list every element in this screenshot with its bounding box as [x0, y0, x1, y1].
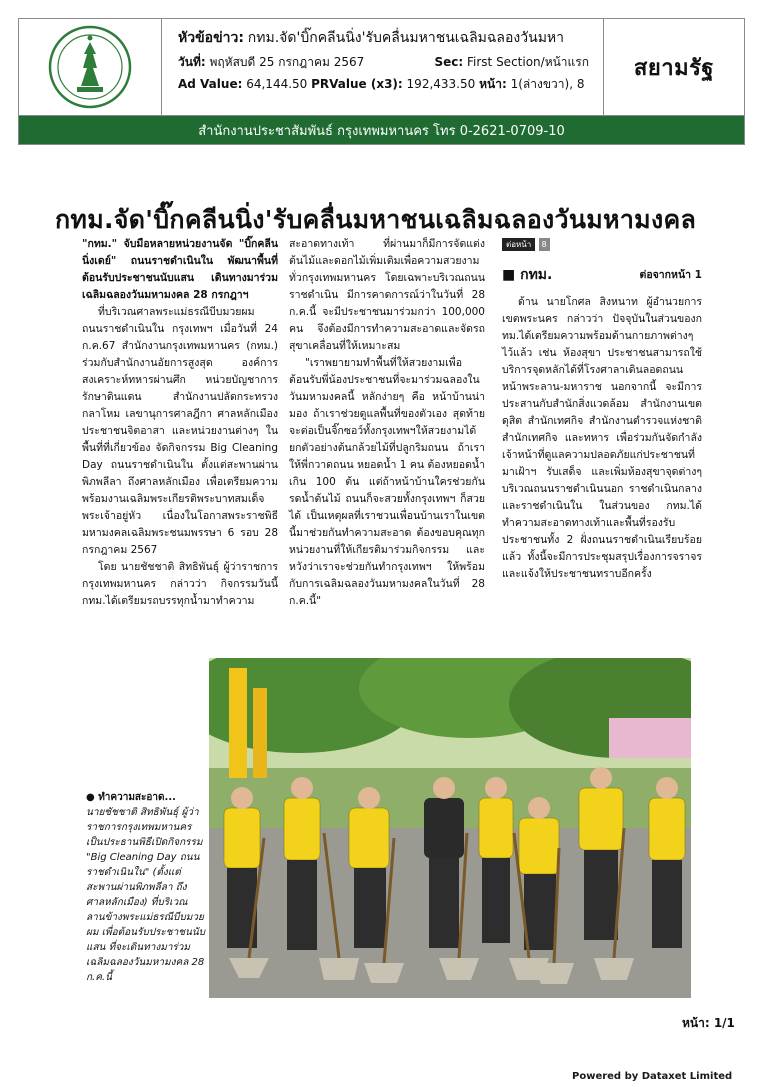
date-text: พฤหัสบดี 25 กรกฎาคม 2567 [209, 54, 365, 69]
advalue-text: 64,144.50 [246, 77, 308, 92]
article-title: กทม.จัด'บิ๊กคลีนนิ่ง'รับคลื่นมหาชนเฉลิมฉลองวันมหามงคล [55, 205, 697, 234]
page-number: หน้า: 1/1 [682, 1016, 735, 1030]
continued-from-label: ต่อจากหน้า 1 [639, 269, 702, 281]
article-paragraph: สะอาดทางเท้า ที่ผ่านมาก็มีการจัดแต่งต้นไม้และดอกไม้เพิ่มเติมเพื่อความสวยงามทั่วกรุงเทพมหานคร โดยเฉพาะบริเวณถนนราชดำเนิน มีการคาดการณ์ว่าในวันที่ 28 ก.ค.นี้ จะมีประชาชนมาร่วมกว่า 100,000 คน จึงต้องมีการทำความสะอาดและจัดรถสุขาเคลื่อนที่ให้เหมาะสม [289, 238, 485, 352]
bma-logo [19, 19, 162, 115]
continued-page-number: 8 [539, 238, 550, 251]
prvalue-label: PRValue (x3): [311, 77, 403, 92]
article-column-1 [82, 236, 278, 610]
news-photo [209, 658, 691, 998]
office-contact-bar: สำนักงานประชาสัมพันธ์ กรุงเทพมหานคร โทร 0-2621-0709-10 [19, 116, 744, 144]
headline-text: กทม.จัด'บิ๊กคลีนนิ่ง'รับคลื่นมหาชนเฉลิมฉลองวันมหา [247, 30, 565, 46]
caption-text: นายชัชชาติ สิทธิพันธุ์ ผู้ว่าราชการกรุงเทพมหานคร เป็นประธานพิธีเปิดกิจกรรม "Big Cleaning Day ถนนราชดำเนินใน" (ตั้งแต่สะพานผ่านพิภพลีลา ถึงศาลหลักเมือง) ที่บริเวณลานข้างพระแม่ธรณีบีบมวยผม เพื่อต้อนรับประชาชนนับแสน ที่จะเดินทางมาร่วมเฉลิมฉลองวันมหามงคล 28 ก.ค.นี้ [86, 807, 205, 983]
clipping-header [18, 18, 745, 145]
photo-caption [86, 790, 206, 985]
headline-label: หัวข้อข่าว: [178, 30, 244, 46]
continuation-heading: ■ กทม. [502, 267, 553, 283]
section-text: First Section/หน้าแรก [467, 54, 589, 69]
article-column-2 [289, 236, 485, 610]
bma-seal-icon [47, 24, 133, 110]
prvalue-text: 192,433.50 [406, 77, 476, 92]
section-label: Sec: [434, 54, 464, 69]
powered-by-label: Powered by Dataxet Limited [572, 1071, 733, 1082]
page-label: หน้า: [479, 77, 507, 92]
header-row [19, 19, 744, 116]
caption-title: ● ทำความสะอาด... [86, 792, 176, 803]
article-paragraph: ที่บริเวณศาลพระแม่ธรณีบีบมวยผม ถนนราชดำเนินใน กรุงเทพฯ เมื่อวันที่ 24 ก.ค.67 สำนักงานกรุงเทพมหานคร (กทม.) ร่วมกับสำนักงานอัยการสูงสุด องค์การสงเคราะห์ทหารผ่านศึก หน่วยบัญชาการรักษาดินแดน สำนักงานปลัดกระทรวงกลาโหม เลขานุการศาลฎีกา ศาลหลักเมือง ประชาชนจิตอาสา และหน่วยงานต่างๆ ในพื้นที่ที่เกี่ยวข้อง จัดกิจกรรม Big Cleaning Day ถนนราชดำเนินใน ตั้งแต่สะพานผ่านพิภพลีลา ถึงศาลหลักเมือง เพื่อเตรียมความพร้อมงานเฉลิมพระเกียรติพระบาทสมเด็จพระเจ้าอยู่หัว เนื่องในโอกาสพระราชพิธีมหามงคลเฉลิมพระชนมพรรษา 6 รอบ 28 กรกฎาคม 2567 [82, 306, 278, 556]
article-paragraph: โดย นายชัชชาติ สิทธิพันธุ์ ผู้ว่าราชการกรุงเทพมหานคร กล่าวว่า กิจกรรมวันนี้ กทม.ได้เตรียมรถบรรทุกน้ำมาทำความ [82, 561, 278, 607]
continued-tag: ต่อหน้า [502, 238, 535, 251]
date-label: วันที่: [178, 54, 206, 69]
clipping-info [162, 19, 603, 115]
publication-name: สยามรัฐ [633, 55, 715, 81]
publication-cell [603, 19, 744, 115]
page-text: 1(ล่างขวา), 8 [510, 77, 585, 92]
advalue-label: Ad Value: [178, 77, 243, 92]
cleaning-event-photo [209, 658, 691, 998]
article-paragraph: ด้าน นายโกศล สิงหนาท ผู้อำนวยการเขตพระนคร กล่าวว่า ปัจจุบันในส่วนของกทม.ได้เตรียมความพร้อมด้านกายภาพต่างๆ ไว้แล้ว เช่น ห้องสุขา ประชาชนสามารถใช้บริการจุดหลักได้ที่โรงศาลาเดินลอดถนนหน้าพระลาน-มหาราช นอกจากนี้ จะมีการประสานกับสำนักสิ่งแวดล้อม สำนักงานเขตดุสิต สำนักเทศกิจ สำนักงานตำรวจแห่งชาติ สำนักเทศกิจ และทหาร เพื่อร่วมกันจัดกำลังเจ้าหน้าที่ดูแลความปลอดภัยแก่ประชาชนที่มาเฝ้าฯ รับเสด็จ และเพิ่มห้องสุขาจุดต่างๆ บริเวณถนนราชดำเนินนอก ราชดำเนินกลาง และราชดำเนินใน ในส่วนของ กทม.ได้ทำความสะอาดทางเท้าและพื้นที่รองรับประชาชนทั้ง 2 ฝั่งถนนราชดำเนินเรียบร้อยแล้ว ทั้งนี้จะมีการประชุมสรุปเรื่องการจราจรและแจ้งให้ประชาชนทราบอีกครั้ง [502, 296, 702, 580]
article-column-3 [502, 236, 702, 583]
article-quote: "เราพยายามทำพื้นที่ให้สวยงามเพื่อต้อนรับพี่น้องประชาชนที่จะมาร่วมฉลองในวันมหามงคลนี้ หลักง่ายๆ คือ หน้าบ้านน่ามอง ถ้าเราช่วยดูแลพื้นที่ของตัวเอง สุดท้ายจะต่อเป็นจิ๊กซอว์ทั้งกรุงเทพฯให้สวยงามได้ ยกตัวอย่างต้นกล้วยไม้ที่ปลูกริมถนน ถ้าเราให้พี่กวาดถนน หยอดน้ำ 1 คน ต้องหยอดน้ำเกิน 100 ต้น แต่ถ้าหน้าบ้านใครช่วยกันรดน้ำต้นไม้ ถนนก็จะสวยทั้งกรุงเทพฯ ก็สวยได้ เป็นเหตุผลที่เราชวนเพื่อนบ้านเราในเขตนี้มาช่วยกันทำความสะอาด ต้องขอบคุณทุกหน่วยงานที่ให้เกียรติมาร่วมกิจกรรม และหวังว่าเราจะช่วยกันทำกรุงเทพฯ ให้พร้อมกับการเฉลิมฉลองวันมหามงคลในวันที่ 28 ก.ค.นี้" [289, 357, 485, 607]
article-lead: "กทม." จับมือหลายหน่วยงานจัด "บิ๊กคลีนนิ่งเดย์" ถนนราชดำเนินใน พัฒนาพื้นที่ต้อนรับประชาชนนับแสน เดินทางมาร่วมเฉลิมฉลองวันมหามงคล 28 กรกฎาฯ [82, 238, 278, 301]
